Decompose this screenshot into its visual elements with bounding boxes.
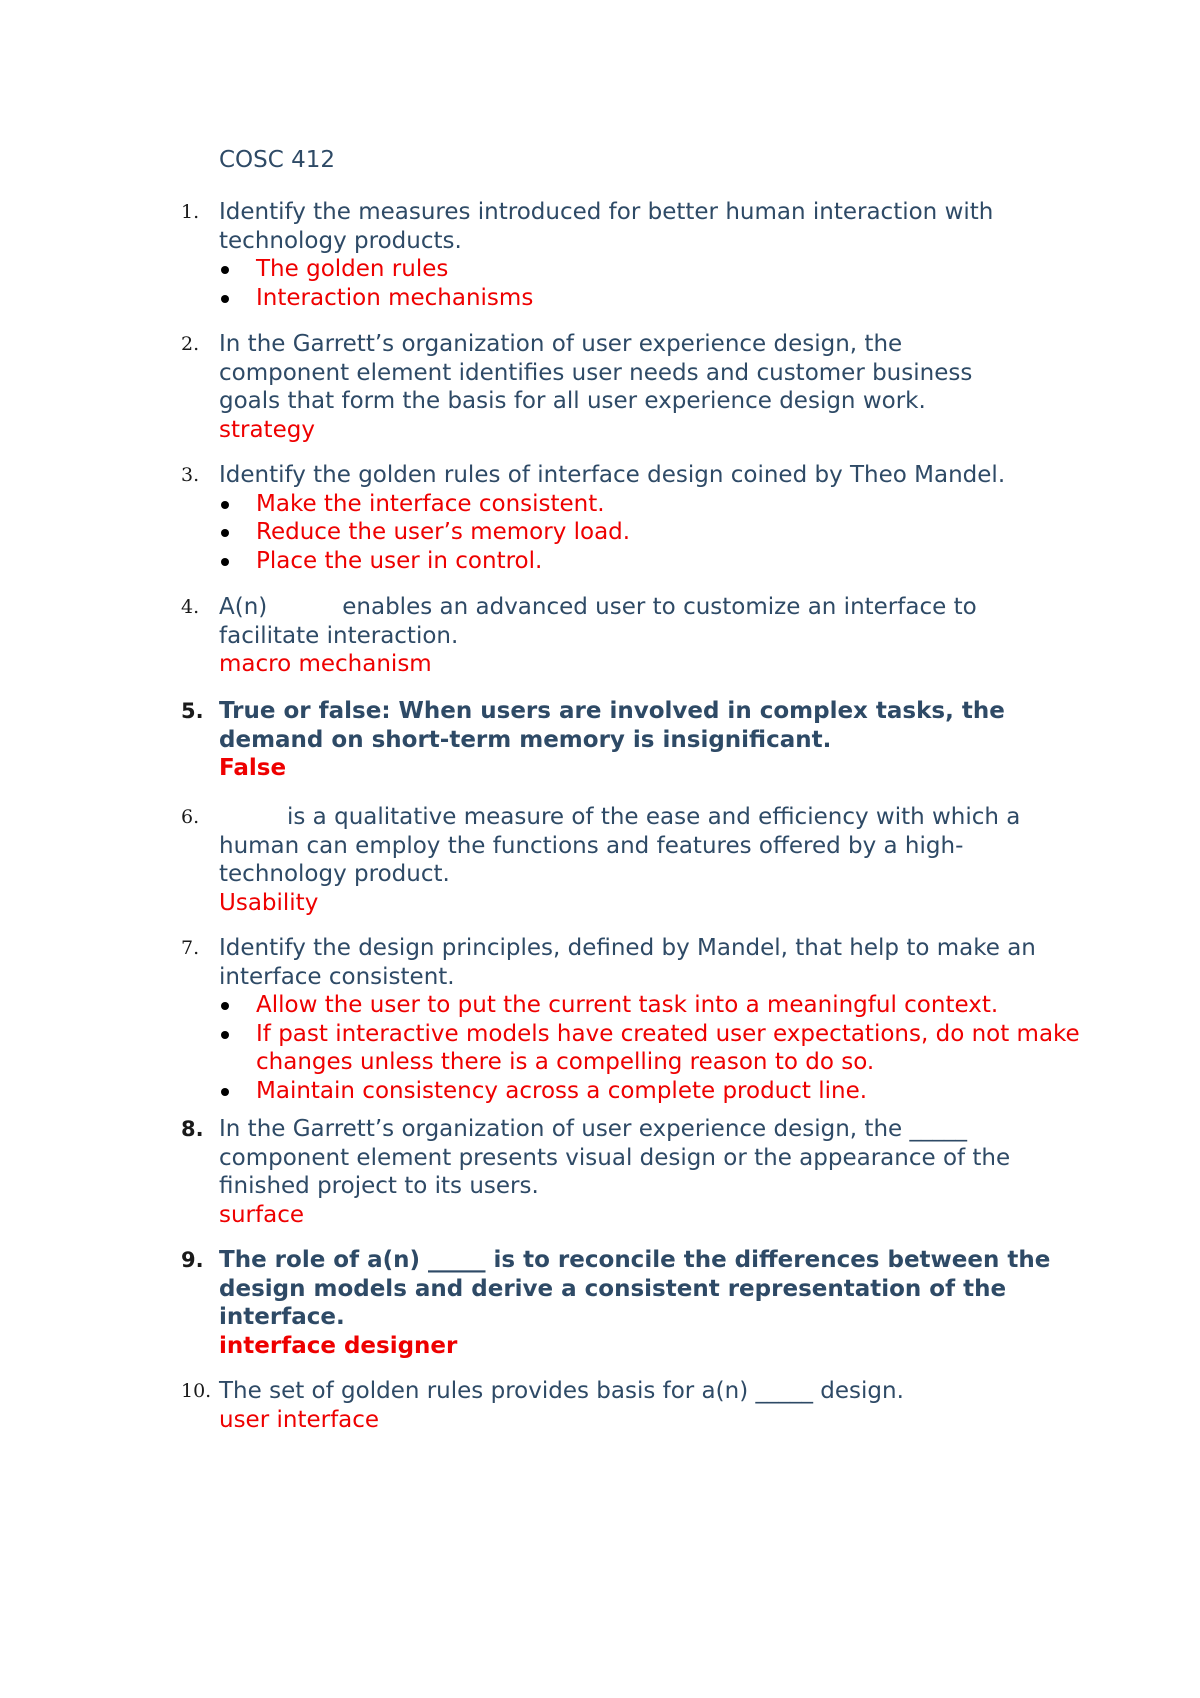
question-text-start: A(n) — [219, 594, 268, 620]
question-number: 8. — [181, 1117, 204, 1141]
answer-text: Reduce the user’s memory load. — [256, 519, 631, 546]
question-text-body: is a qualitative measure of the ease and efficiency with which a human can employ the functions and features offered by a high-technology product. — [219, 804, 1021, 888]
bullet-icon — [221, 1088, 229, 1096]
list-item — [219, 518, 1099, 547]
list-item — [219, 547, 1099, 576]
answer-text: macro mechanism — [219, 651, 432, 678]
answer-text: user interface — [219, 1406, 380, 1433]
course-title: COSC 412 — [219, 147, 336, 173]
question-number: 9. — [181, 1248, 204, 1272]
question-8 — [181, 1115, 1079, 1229]
question-6 — [181, 803, 1069, 917]
question-3 — [181, 461, 1099, 575]
list-item — [219, 490, 1099, 519]
answer-text: strategy — [219, 416, 315, 443]
question-text: In the Garrett’s organization of user experience design, the _____ component element presents visual design or the appearance of the finished project to its users. — [219, 1116, 1011, 1200]
answer-text: interface designer — [219, 1332, 458, 1359]
question-text: The set of golden rules provides basis for a(n) _____ design. — [219, 1378, 904, 1404]
bullet-icon — [221, 266, 229, 274]
question-text: Identify the golden rules of interface design coined by Theo Mandel. — [219, 462, 1006, 488]
answer-text: Make the interface consistent. — [256, 490, 605, 517]
question-number: 2. — [181, 333, 200, 355]
question-2 — [181, 330, 1039, 444]
answer-text: Interaction mechanisms — [256, 284, 534, 311]
list-item — [219, 1077, 1089, 1106]
answer-text: False — [219, 755, 287, 782]
question-text — [219, 593, 1069, 650]
question-number: 7. — [181, 937, 200, 959]
question-number: 5. — [181, 699, 204, 723]
question-number: 3. — [181, 464, 200, 486]
bullet-icon — [221, 558, 229, 566]
question-5 — [181, 697, 1099, 783]
question-text: True or false: When users are involved in complex tasks, the demand on short-term memory is insignificant. — [219, 698, 1005, 753]
question-text: The role of a(n) _____ is to reconcile the differences between the design models and derive a consistent representation of the interface. — [219, 1247, 1051, 1331]
answer-text: surface — [219, 1201, 305, 1228]
question-7 — [181, 934, 1089, 1106]
answer-text: Maintain consistency across a complete product line. — [256, 1077, 868, 1104]
question-number: 4. — [181, 596, 200, 618]
answer-text: The golden rules — [256, 256, 449, 283]
question-9 — [181, 1246, 1099, 1360]
list-item — [219, 255, 1069, 284]
list-item — [219, 1020, 1089, 1077]
list-item — [219, 284, 1069, 313]
question-number: 6. — [181, 806, 200, 828]
bullet-icon — [221, 529, 229, 537]
bullet-icon — [221, 1031, 229, 1039]
answer-text: If past interactive models have created user expectations, do not make changes unless there is a compelling reason to do so. — [256, 1020, 1080, 1076]
question-10 — [181, 1377, 1069, 1434]
answer-list — [219, 490, 1099, 576]
bullet-icon — [221, 1002, 229, 1010]
list-item — [219, 991, 1089, 1020]
question-text — [219, 803, 1069, 889]
question-4 — [181, 593, 1069, 679]
question-number: 10. — [181, 1380, 212, 1402]
answer-text: Allow the user to put the current task into a meaningful context. — [256, 992, 999, 1019]
bullet-icon — [221, 295, 229, 303]
answer-text: Place the user in control. — [256, 547, 543, 574]
question-number: 1. — [181, 201, 200, 223]
bullet-icon — [221, 501, 229, 509]
answer-list — [219, 991, 1089, 1105]
answer-list — [219, 255, 1069, 312]
answer-text: Usability — [219, 889, 319, 916]
question-1 — [181, 198, 1069, 312]
question-text-end: enables an advanced user to customize an interface to facilitate interaction. — [219, 594, 977, 649]
question-text: Identify the measures introduced for better human interaction with technology products. — [219, 199, 994, 254]
question-text: Identify the design principles, defined by Mandel, that help to make an interface consistent. — [219, 935, 1036, 990]
question-text: In the Garrett’s organization of user experience design, the component element identifies user needs and customer business goals that form the basis for all user experience design work. — [219, 331, 973, 415]
